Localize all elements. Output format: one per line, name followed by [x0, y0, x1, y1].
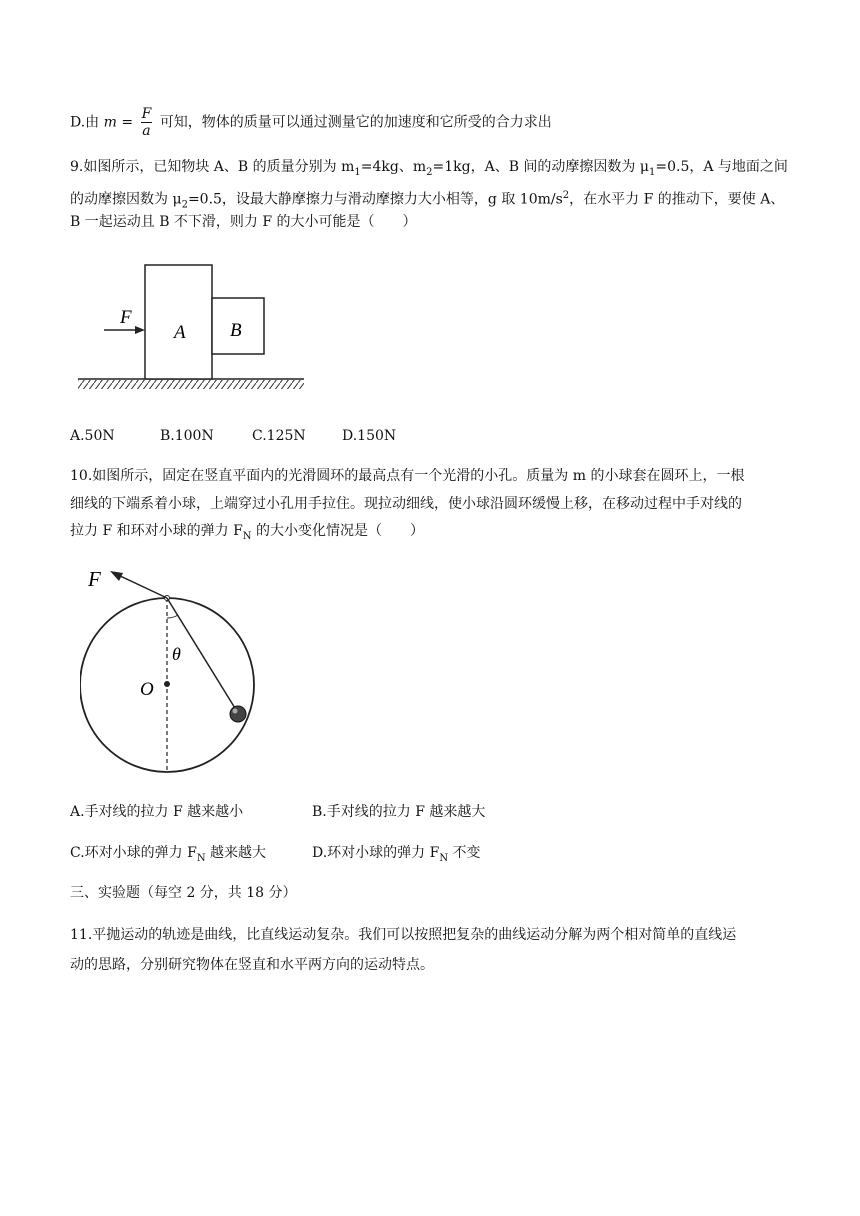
block-b-label: B [230, 320, 242, 341]
q11-line-2: 动的思路，分别研究物体在竖直和水平两方向的运动特点。 [70, 957, 434, 973]
q10-option-d: D.环对小球的弹力 $F_N$ 不变 [312, 845, 481, 864]
q10-option-c: C.环对小球的弹力 $F_N$ 越来越大 [70, 845, 267, 864]
q11-line-1: 11.平抛运动的轨迹是曲线，比直线运动复杂。我们可以按照把复杂的曲线运动分解为两个相对简单的直线运 [70, 927, 737, 943]
q10-figure-ring [80, 560, 260, 780]
force-label: F [88, 567, 101, 591]
block-a-label: A [174, 322, 186, 343]
q10-option-b: B.手对线的拉力 F 越来越大 [312, 804, 486, 820]
q10-line-2: 细线的下端系着小球，上端穿过小孔用手拉住。现拉动细线，使小球沿圆环缓慢上移，在移动过程中手对线的 [70, 496, 742, 512]
center-point [164, 681, 170, 687]
q9-line-2: 的动摩擦因数为 $\mu_2=0.5$，设最大静摩擦力与滑动摩擦力大小相等，g 取 $10m/s^2$，在水平力 F 的推动下，要使 A、 [70, 190, 785, 211]
fraction-f-over-a: $\frac{F}{a}$ [141, 106, 152, 139]
force-label: F [120, 307, 132, 328]
q8-option-d: D.由 m = $\frac{F}{a}$ 可知，物体的质量可以通过测量它的加速度和它所受的合力求出 [70, 106, 552, 139]
center-label: O [140, 679, 154, 700]
q9-figure-blocks [70, 255, 310, 395]
angle-arc [167, 615, 178, 618]
q9-option-d: D.150N [342, 428, 397, 444]
mass-variable: m [103, 114, 117, 131]
pull-force-arrow-head [110, 571, 123, 581]
ground-hatch [78, 380, 304, 389]
q10-line-3: 拉力 F 和环对小球的弹力 $F_N$ 的大小变化情况是（ ） [70, 523, 424, 542]
q10-line-1: 10.如图所示，固定在竖直平面内的光滑圆环的最高点有一个光滑的小孔。质量为 m 的小球套在圆环上，一根 [70, 468, 745, 484]
q9-option-b: B.100N [160, 428, 214, 444]
q9-line-1: 9.如图所示，已知物块 A、B 的质量分别为 $m_1=4kg$、$m_2=1kg$，A、B 间的动摩擦因数为 $\mu_1=0.5$，A 与地面之间 [70, 159, 788, 178]
angle-label: θ [172, 644, 181, 664]
q10-option-a: A.手对线的拉力 F 越来越小 [70, 804, 244, 820]
section-3-heading: 三、实验题（每空 2 分，共 18 分） [70, 885, 297, 901]
q9-option-c: C.125N [252, 428, 306, 444]
ball [230, 706, 246, 722]
pull-force-line [118, 575, 167, 598]
q9-line-3: B 一起运动且 B 不下滑，则力 F 的大小可能是（ ） [70, 214, 417, 230]
force-arrow-head [135, 326, 145, 334]
q9-option-a: A.50N [70, 428, 115, 444]
